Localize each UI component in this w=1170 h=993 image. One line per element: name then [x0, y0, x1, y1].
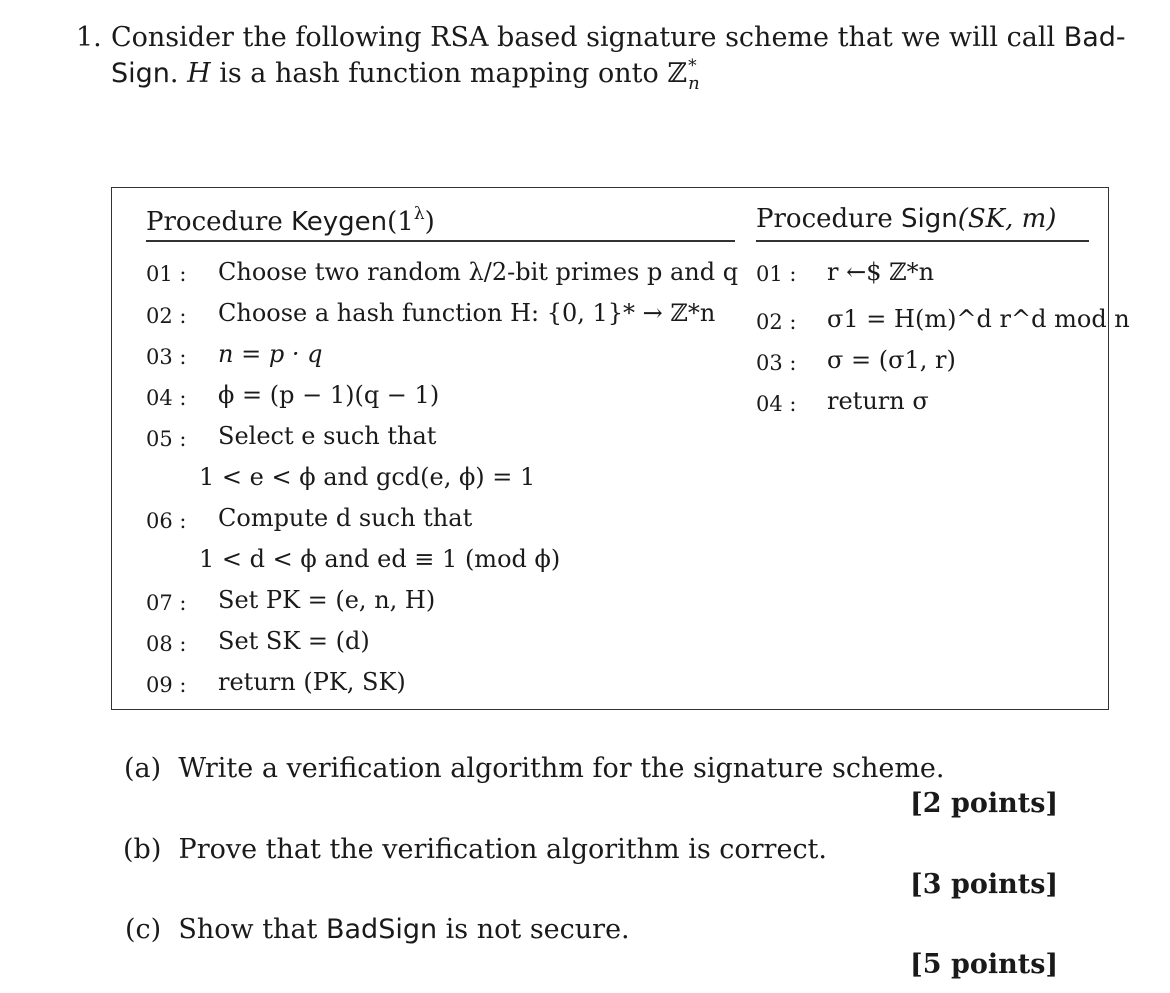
- keygen-line-number: 06 :: [146, 509, 187, 533]
- scheme-name: BadSign: [325, 914, 438, 945]
- question-text: Prove that the verification algorithm is correct.: [178, 834, 827, 865]
- sign-line: σ = (σ1, r): [827, 346, 956, 374]
- sign-line: return σ: [827, 387, 929, 415]
- problem-number: 1.: [76, 22, 102, 53]
- question-a: [124, 753, 944, 784]
- keygen-line: Compute d such that: [218, 504, 473, 532]
- scheme-name-part2: Sign: [111, 58, 170, 89]
- keygen-line: Choose two random λ/2-bit primes p and q: [218, 258, 739, 286]
- question-text-after: is not secure.: [437, 914, 630, 945]
- question-b-points: [3 points]: [910, 869, 1059, 900]
- keygen-line: 1 < d < ϕ and ed ≡ 1 (mod ϕ): [199, 545, 561, 573]
- sign-line: σ1 = H(m)^d r^d mod n: [827, 305, 1130, 333]
- keygen-line: Set SK = (d): [218, 627, 370, 655]
- sign-line: r ←$ ℤ*n: [827, 258, 935, 286]
- keygen-name: Keygen: [291, 207, 388, 237]
- question-text-before: Show that: [178, 914, 326, 945]
- keygen-line: Choose a hash function H: {0, 1}* → ℤ*n: [218, 299, 716, 327]
- problem-text-3: is a hash function mapping onto: [210, 58, 668, 89]
- keygen-line: ϕ = (p − 1)(q − 1): [218, 381, 440, 409]
- keygen-header-rule: [146, 240, 735, 242]
- problem-text-2: .: [169, 58, 188, 89]
- sign-line-number: 03 :: [756, 351, 797, 375]
- keygen-line: Set PK = (e, n, H): [218, 586, 436, 614]
- keygen-line-number: 07 :: [146, 591, 187, 615]
- keygen-line: n = p · q: [218, 340, 323, 368]
- keygen-line: return (PK, SK): [218, 668, 406, 696]
- hash-symbol: H: [187, 58, 211, 89]
- sign-line-number: 02 :: [756, 310, 797, 334]
- sign-name: Sign: [901, 204, 958, 234]
- problem-statement-line1: [111, 20, 1126, 56]
- question-label: (c): [125, 914, 162, 945]
- question-c: [125, 914, 630, 945]
- set-sub: n: [688, 73, 700, 94]
- keygen-line-number: 02 :: [146, 304, 187, 328]
- sign-line-number: 04 :: [756, 392, 797, 416]
- keygen-title: Procedure $Keygen(1^\lambda)$: [146, 204, 435, 237]
- question-c-points: [5 points]: [910, 949, 1059, 980]
- keygen-line-number: 05 :: [146, 427, 187, 451]
- keygen-line-number: 01 :: [146, 262, 187, 286]
- sign-header-rule: [756, 240, 1089, 242]
- keygen-line-number: 08 :: [146, 632, 187, 656]
- set-sup: *: [688, 56, 697, 76]
- question-a-points: [2 points]: [910, 788, 1059, 819]
- keygen-line-number: 03 :: [146, 345, 187, 369]
- keygen-line: 1 < e < ϕ and gcd(e, ϕ) = 1: [199, 463, 536, 491]
- question-label: (a): [124, 753, 162, 784]
- question-label: (b): [123, 834, 162, 865]
- question-text: Write a verification algorithm for the signature scheme.: [178, 753, 945, 784]
- keygen-line-number: 04 :: [146, 386, 187, 410]
- problem-text-1: Consider the following RSA based signature scheme that we will call: [111, 22, 1064, 53]
- keygen-line: Select e such that: [218, 422, 437, 450]
- scheme-name-part1: Bad-: [1063, 22, 1126, 53]
- keygen-line-number: 09 :: [146, 673, 187, 697]
- set-symbol: ℤ: [667, 58, 688, 89]
- problem-statement-line2: [111, 56, 701, 92]
- sign-line-number: 01 :: [756, 262, 797, 286]
- question-b: [123, 834, 827, 865]
- sign-title: Procedure Sign(SK, m): [756, 204, 1057, 234]
